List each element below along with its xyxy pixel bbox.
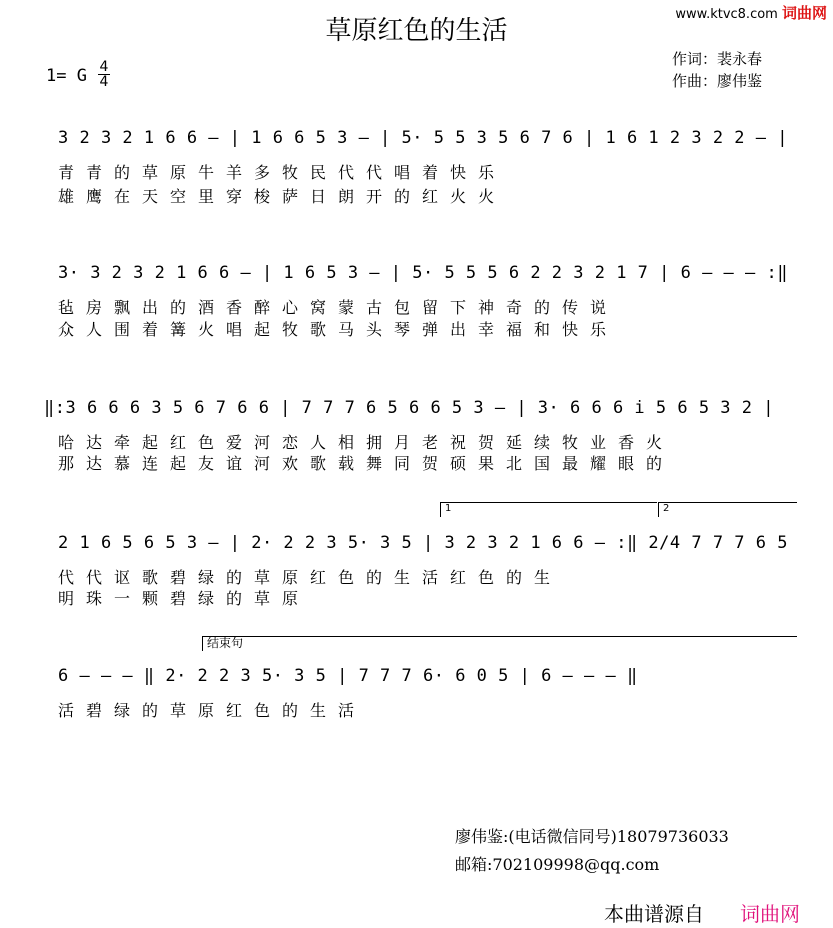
volta-second-ending: 2 xyxy=(658,502,797,517)
lyrics-row-4-verse-1: 代代讴歌碧绿的草原红色的生活红色的生 xyxy=(58,568,563,587)
lyrics-row-3-verse-1: 哈达牵起红色爱河恋人相拥月老祝贺延续牧业香火 xyxy=(58,433,675,452)
coda-ending-bracket: 结束句 xyxy=(202,636,797,651)
volta-first-ending: 1 xyxy=(440,502,657,517)
composer-credit: 作曲：廖伟鉴 xyxy=(672,72,763,90)
lyrics-row-2-verse-2: 众人围着篝火唱起牧歌马头琴弹出幸福和快乐 xyxy=(58,320,619,339)
lyrics-row-1-verse-1: 青青的草原牛羊多牧民代代唱着快乐 xyxy=(58,163,507,182)
source-label: 本曲谱源自 xyxy=(604,902,704,926)
contact-phone: 廖伟鉴:(电话微信同号)18079736033 xyxy=(455,827,729,846)
brand-logo[interactable]: 词曲网 xyxy=(740,902,800,926)
site-url[interactable]: www.ktvc8.com xyxy=(675,7,778,22)
notation-row-4: 2 1 6 5 6 5 3 – | 2· 2 2 3 5· 3 5 | 3 2 3 2 1 6 6 – :‖ 2/4 7 7 7 6 5 xyxy=(58,533,788,553)
site-name: 词曲网 xyxy=(781,4,827,22)
site-watermark[interactable] xyxy=(675,2,827,23)
time-signature: 4 4 xyxy=(99,59,109,90)
lyrics-row-4-verse-2: 明珠一颗碧绿的草原 xyxy=(58,589,311,608)
notation-row-2: 3· 3 2 3 2 1 6 6 – | 1 6 5 3 – | 5· 5 5 5 6 2 2 3 2 1 7 | 6 – – – :‖ xyxy=(58,263,788,283)
notation-row-5: 6 – – – ‖ 2· 2 2 3 5· 3 5 | 7 7 7 6· 6 0 5 | 6 – – – ‖ xyxy=(58,666,638,686)
notation-row-1: 3 2 3 2 1 6 6 – | 1 6 6 5 3 – | 5· 5 5 3 5 6 7 6 | 1 6 1 2 3 2 2 – | xyxy=(58,128,788,148)
lyrics-row-5: 活碧绿的草原红色的生活 xyxy=(58,701,367,720)
contact-email[interactable]: 邮箱:702109998@qq.com xyxy=(455,855,660,874)
notation-row-3: ‖:3 6 6 6 3 5 6 7 6 6 | 7 7 7 6 5 6 6 5 3 – | 3· 6 6 6 i 5 6 5 3 2 | xyxy=(44,398,774,418)
key-signature: 1= G xyxy=(46,66,87,86)
lyricist-credit: 作词：裴永春 xyxy=(672,50,763,68)
lyrics-row-2-verse-1: 毡房飘出的酒香醉心窝蒙古包留下神奇的传说 xyxy=(58,298,619,317)
lyrics-row-1-verse-2: 雄鹰在天空里穿梭萨日朗开的红火火 xyxy=(58,187,507,206)
lyrics-row-3-verse-2: 那达慕连起友谊河欢歌载舞同贺硕果北国最耀眼的 xyxy=(58,454,675,473)
song-title: 草原红色的生活 xyxy=(325,16,508,46)
